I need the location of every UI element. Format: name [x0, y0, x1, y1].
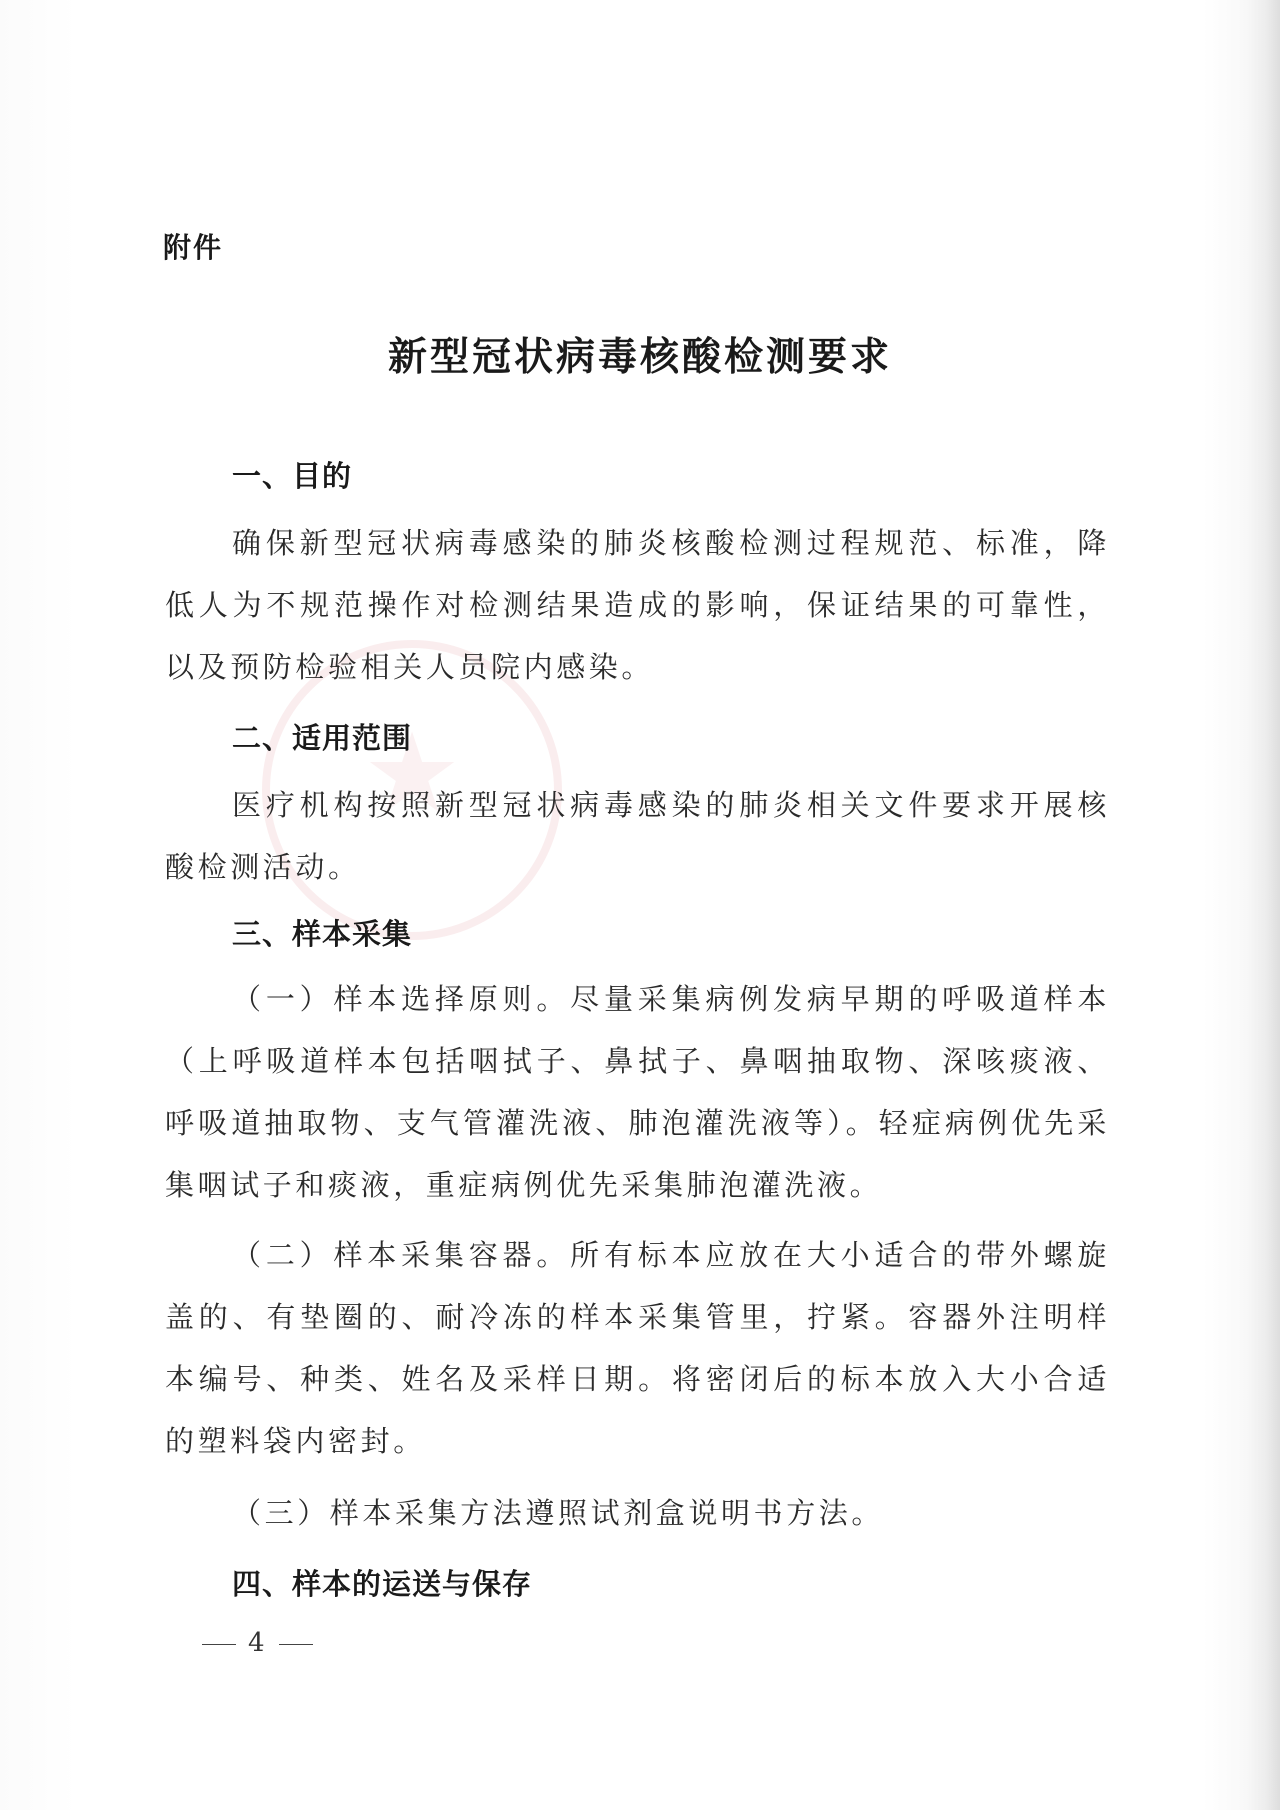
footer-dash-left [202, 1644, 236, 1645]
section-heading-transport-storage: 四、样本的运送与保存 [232, 1567, 533, 1601]
section-paragraph-purpose: 确保新型冠状病毒感染的肺炎核酸检测过程规范、标准，降低人为不规范操作对检测结果造成的影响，保证结果的可靠性，以及预防检验相关人员院内感染。 [165, 526, 1110, 684]
document-title: 新型冠状病毒核酸检测要求 [387, 334, 892, 380]
page-number-footer [190, 1628, 325, 1658]
page-number: 4 [248, 1628, 267, 1658]
section-paragraph-sample-method: （三）样本采集方法遵照试剂盒说明书方法。 [232, 1496, 885, 1530]
scan-edge-shadow [1246, 0, 1280, 1810]
section-heading-sampling: 三、样本采集 [232, 917, 413, 951]
section-paragraph-sample-selection: （一）样本选择原则。尽量采集病例发病早期的呼吸道样本（上呼吸道样本包括咽拭子、鼻拭子、鼻咽抽取物、深咳痰液、呼吸道抽取物、支气管灌洗液、肺泡灌洗液等）。轻症病例优先采集咽试子和痰液，重症病例优先采集肺泡灌洗液。 [165, 982, 1110, 1202]
footer-dash-right [279, 1644, 313, 1645]
section-heading-scope: 二、适用范围 [232, 721, 413, 755]
section-paragraph-scope: 医疗机构按照新型冠状病毒感染的肺炎相关文件要求开展核酸检测活动。 [165, 788, 1110, 884]
attachment-label: 附件 [163, 231, 224, 264]
section-paragraph-sample-container: （二）样本采集容器。所有标本应放在大小适合的带外螺旋盖的、有垫圈的、耐冷冻的样本采集管里，拧紧。容器外注明样本编号、种类、姓名及采样日期。将密闭后的标本放入大小合适的塑料袋内密封。 [165, 1238, 1110, 1458]
section-heading-purpose: 一、目的 [232, 459, 353, 493]
